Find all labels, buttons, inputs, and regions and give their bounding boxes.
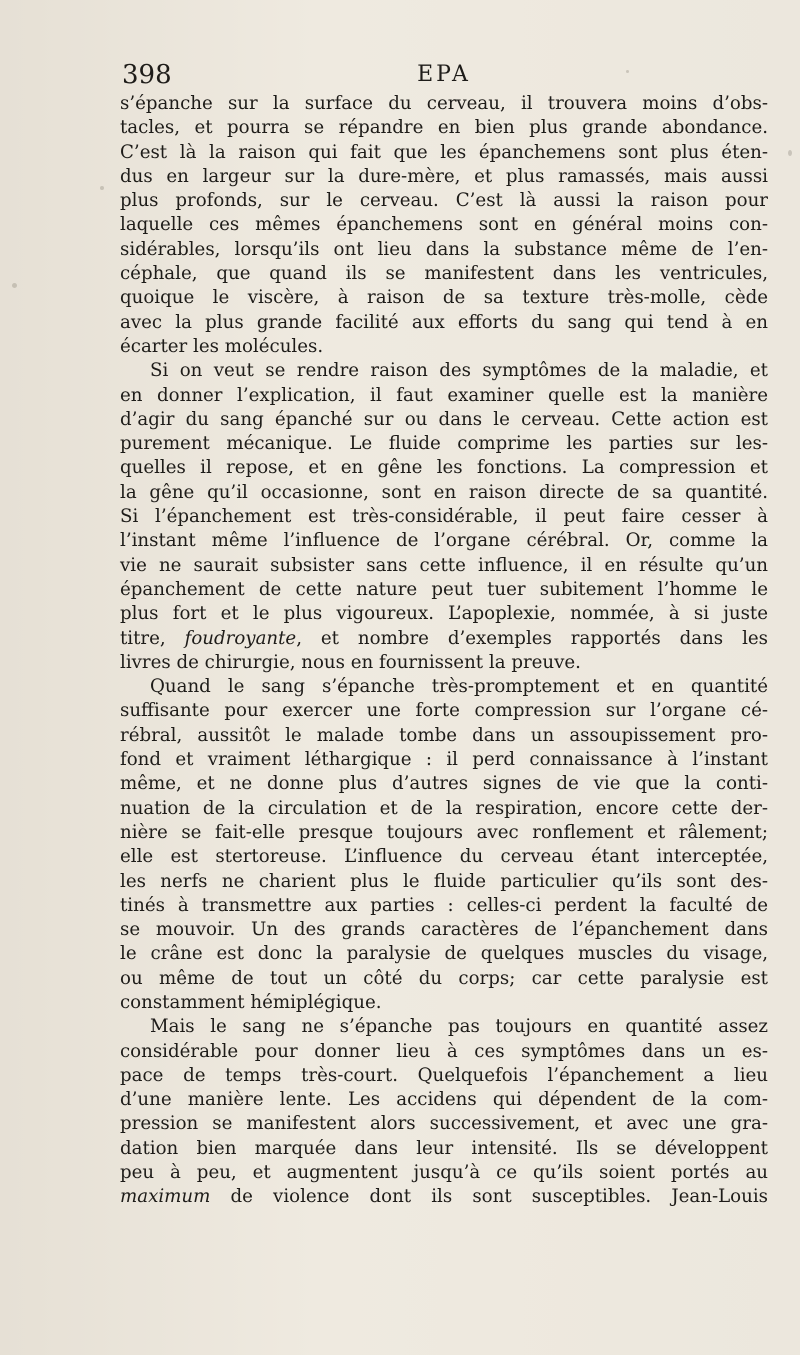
text-line: pace de temps très-court. Quelquefois l’épanchement a lieu xyxy=(120,1064,768,1086)
text-line: sidérables, lorsqu’ils ont lieu dans la substance même de l’en- xyxy=(120,238,768,260)
text-line: plus profonds, sur le cerveau. C’est là aussi la raison pour xyxy=(120,190,768,212)
text-line: nière se fait-elle presque toujours avec ronflement et râlement; xyxy=(120,821,768,843)
text-line: avec la plus grande facilité aux efforts du sang qui tend à en xyxy=(120,311,768,333)
text-line: pression se manifestent alors successivement, et avec une gra- xyxy=(120,1113,768,1135)
text-line: nuation de la circulation et de la respiration, encore cette der- xyxy=(120,797,768,819)
text-line: se mouvoir. Un des grands caractères de l’épanchement dans xyxy=(120,919,768,941)
text-line: quoique le viscère, à raison de sa texture très-molle, cède xyxy=(120,287,768,309)
text-line: tinés à transmettre aux parties : celles-ci perdent la faculté de xyxy=(120,894,768,916)
text-line: laquelle ces mêmes épanchemens sont en général moins con- xyxy=(120,214,768,236)
text-line: Si l’épanchement est très-considérable, il peut faire cesser à xyxy=(120,506,768,528)
text-line: dation bien marquée dans leur intensité. Ils se développent xyxy=(120,1137,768,1159)
text-line: s’épanche sur la surface du cerveau, il trouvera moins d’obs- xyxy=(120,93,768,114)
text-line: suffisante pour exercer une forte compression sur l’organe cé- xyxy=(120,700,768,722)
text-line: épanchement de cette nature peut tuer subitement l’homme le xyxy=(120,578,768,600)
text-line: considérable pour donner lieu à ces symptômes dans un es- xyxy=(120,1040,768,1062)
text-line: constamment hémiplégique. xyxy=(120,991,382,1013)
text-line: la gêne qu’il occasionne, sont en raison directe de sa quantité. xyxy=(120,481,768,503)
text-line: l’instant même l’influence de l’organe cérébral. Or, comme la xyxy=(120,530,768,552)
text-line: dus en largeur sur la dure-mère, et plus ramassés, mais aussi xyxy=(120,165,768,187)
body-text xyxy=(120,92,768,1210)
text-line: ou même de tout un côté du corps; car cette paralysie est xyxy=(120,967,768,989)
text-line xyxy=(120,1185,768,1209)
ink-speck xyxy=(12,283,17,288)
running-head: EPA xyxy=(417,62,471,87)
text-line: d’agir du sang épanché sur ou dans le cerveau. Cette action est xyxy=(120,408,768,430)
text-fragment: , et nombre d’exemples rapportés dans les xyxy=(296,627,768,649)
text-line: Si on veut se rendre raison des symptômes de la maladie, et xyxy=(150,360,768,382)
text-line: d’une manière lente. Les accidens qui dépendent de la com- xyxy=(120,1089,768,1111)
text-line: écarter les molécules. xyxy=(120,335,324,357)
text-line: plus fort et le plus vigoureux. L’apoplexie, nommée, à si juste xyxy=(120,603,768,625)
ink-speck xyxy=(100,186,104,190)
text-line: Mais le sang ne s’épanche pas toujours en quantité assez xyxy=(150,1016,768,1038)
page-header xyxy=(120,60,768,96)
page-number: 398 xyxy=(122,60,172,90)
text-line: fond et vraiment léthargique : il perd connaissance à l’instant xyxy=(120,749,768,771)
text-line: en donner l’explication, il faut examiner quelle est la manière xyxy=(120,384,768,406)
text-fragment: de violence dont ils sont susceptibles. Jean-Louis xyxy=(210,1186,768,1208)
ink-speck xyxy=(788,150,792,156)
italic-term-foudroyante: foudroyante xyxy=(184,627,297,649)
text-line: Quand le sang s’épanche très-promptement et en quantité xyxy=(150,676,768,698)
text-line: C’est là la raison qui fait que les épanchemens sont plus éten- xyxy=(120,141,768,163)
italic-term-maximum: maximum xyxy=(120,1186,211,1208)
text-line: le crâne est donc la paralysie de quelques muscles du visage, xyxy=(120,943,768,965)
text-line: purement mécanique. Le fluide comprime les parties sur les- xyxy=(120,433,768,455)
text-line: céphale, que quand ils se manifestent dans les ventricules, xyxy=(120,263,768,285)
text-line: rébral, aussitôt le malade tombe dans un assoupissement pro- xyxy=(120,724,768,746)
text-line: même, et ne donne plus d’autres signes de vie que la conti- xyxy=(120,773,768,795)
text-line: les nerfs ne charient plus le fluide particulier qu’ils sont des- xyxy=(120,870,768,892)
text-line: livres de chirurgie, nous en fournissent la preuve. xyxy=(120,651,581,673)
text-fragment: titre, xyxy=(120,627,185,649)
text-line: tacles, et pourra se répandre en bien plus grande abondance. xyxy=(120,117,768,139)
text-line: vie ne saurait subsister sans cette influence, il en résulte qu’un xyxy=(120,554,768,576)
text-line xyxy=(120,627,768,651)
text-line: quelles il repose, et en gêne les fonctions. La compression et xyxy=(120,457,768,479)
text-line: elle est stertoreuse. L’influence du cerveau étant interceptée, xyxy=(120,846,768,868)
text-line: peu à peu, et augmentent jusqu’à ce qu’ils soient portés au xyxy=(120,1162,768,1184)
